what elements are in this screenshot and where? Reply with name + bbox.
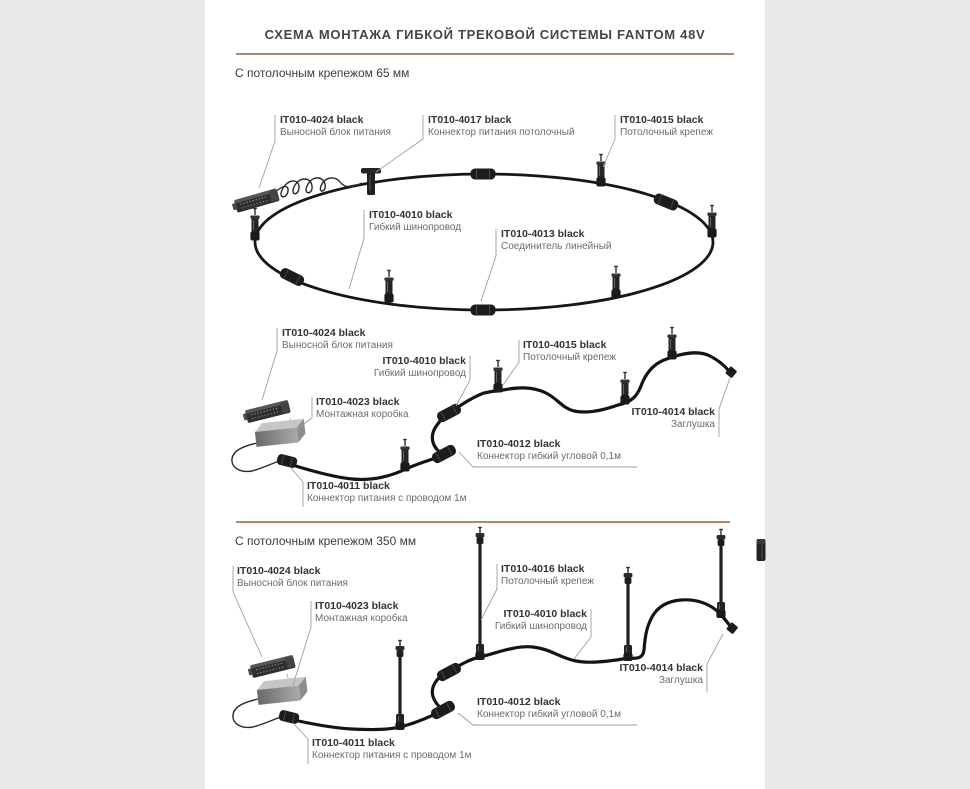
ceiling-mount [611,266,620,299]
part-code: IT010-4024 black [280,114,364,126]
part-name: Коннектор питания с проводом 1м [307,492,467,504]
part-name: Выносной блок питания [282,339,393,351]
part-name: Выносной блок питания [237,577,348,589]
section-divider [236,521,730,523]
part-label-4012 [477,696,621,721]
linear-connector [278,267,305,288]
ceiling-mount [620,372,629,405]
section-divider [236,53,734,55]
part-label-4014 [615,406,715,431]
part-label-4011 [312,737,472,762]
part-label-4023 [316,396,409,421]
part-code: IT010-4024 black [282,327,366,339]
ceiling-mount [384,270,393,303]
part-code: IT010-4023 black [316,396,400,408]
ceiling-mount [707,205,716,238]
part-label-4017 [428,114,575,139]
part-label-4016 [501,563,594,588]
part-code: IT010-4011 black [307,480,390,492]
ceiling-mount [250,208,259,241]
part-code: IT010-4013 black [501,228,585,240]
corner-connector [435,402,462,423]
part-name: Гибкий шинопровод [373,367,466,379]
mounting-box [254,419,306,447]
standalone-mount [757,539,766,561]
part-name: Коннектор гибкий угловой 0,1м [477,450,621,462]
part-label-4012 [477,438,621,463]
part-name: Гибкий шинопровод [494,620,587,632]
part-label-4023 [315,600,408,625]
part-name: Коннектор питания потолочный [428,126,575,138]
power-cord [233,699,281,727]
part-code: IT010-4016 black [501,563,585,575]
linear-connector [652,192,679,212]
section-heading-350mm: С потолочным крепежом 350 мм [235,534,417,548]
ceiling-rod-350 [395,640,404,730]
part-code: IT010-4012 black [477,696,561,708]
part-name: Потолочный крепеж [523,351,616,363]
power-connector [276,453,298,469]
part-name: Гибкий шинопровод [369,221,462,233]
section-heading-65mm: С потолочным крепежом 65 мм [235,66,410,80]
power-connector [278,709,300,725]
power-supply [247,655,296,679]
part-code: IT010-4014 black [619,662,703,674]
part-code: IT010-4023 black [315,600,399,612]
part-name: Коннектор питания с проводом 1м [312,749,472,761]
power-cord [232,443,279,471]
ceiling-rod-350 [475,527,484,660]
ceiling-mount [400,439,409,472]
ceiling-rod-350 [716,529,725,618]
part-label-4024 [282,327,393,352]
mounting-box [256,677,308,705]
ceiling-rod-350 [623,567,632,661]
part-name: Монтажная коробка [316,408,409,420]
part-code: IT010-4015 black [523,339,607,351]
corner-connector [435,661,462,682]
part-name: Соединитель линейный [501,240,612,252]
part-name: Выносной блок питания [280,126,391,138]
part-name: Монтажная коробка [315,612,408,624]
part-code: IT010-4010 black [369,209,453,221]
ceiling-mount [596,154,605,187]
linear-connector [471,305,496,316]
leader-lines [259,115,615,301]
part-label-4015 [523,339,616,364]
part-name: Потолочный крепеж [501,575,594,587]
part-code: IT010-4024 black [237,565,321,577]
power-supply [242,400,291,424]
part-label-4024 [237,565,348,590]
part-name: Заглушка [670,418,715,430]
part-code: IT010-4012 black [477,438,561,450]
part-label-4011 [307,480,467,505]
part-label-4024 [280,114,391,139]
track-ring [255,174,713,310]
linear-connector [471,169,496,180]
part-code: IT010-4015 black [620,114,704,126]
part-label-4014 [603,662,703,687]
corner-connector [429,699,456,720]
part-code: IT010-4014 black [631,406,715,418]
part-code: IT010-4010 black [382,355,466,367]
part-label-4010 [369,209,461,234]
part-label-4015 [620,114,713,139]
ceiling-mount [493,360,502,393]
part-code: IT010-4011 black [312,737,395,749]
ceiling-mount [667,327,676,360]
page-title: СХЕМА МОНТАЖА ГИБКОЙ ТРЕКОВОЙ СИСТЕМЫ FANTOM 48V [264,27,706,42]
diagram-ring-65mm [231,115,717,316]
diagram-run-350mm [233,527,738,764]
part-label-4010 [487,608,587,633]
part-name: Заглушка [658,674,703,686]
part-code: IT010-4010 black [503,608,587,620]
part-label-4013 [501,228,612,253]
part-label-4010 [366,355,466,380]
part-name: Коннектор гибкий угловой 0,1м [477,708,621,720]
part-code: IT010-4017 black [428,114,512,126]
part-name: Потолочный крепеж [620,126,713,138]
